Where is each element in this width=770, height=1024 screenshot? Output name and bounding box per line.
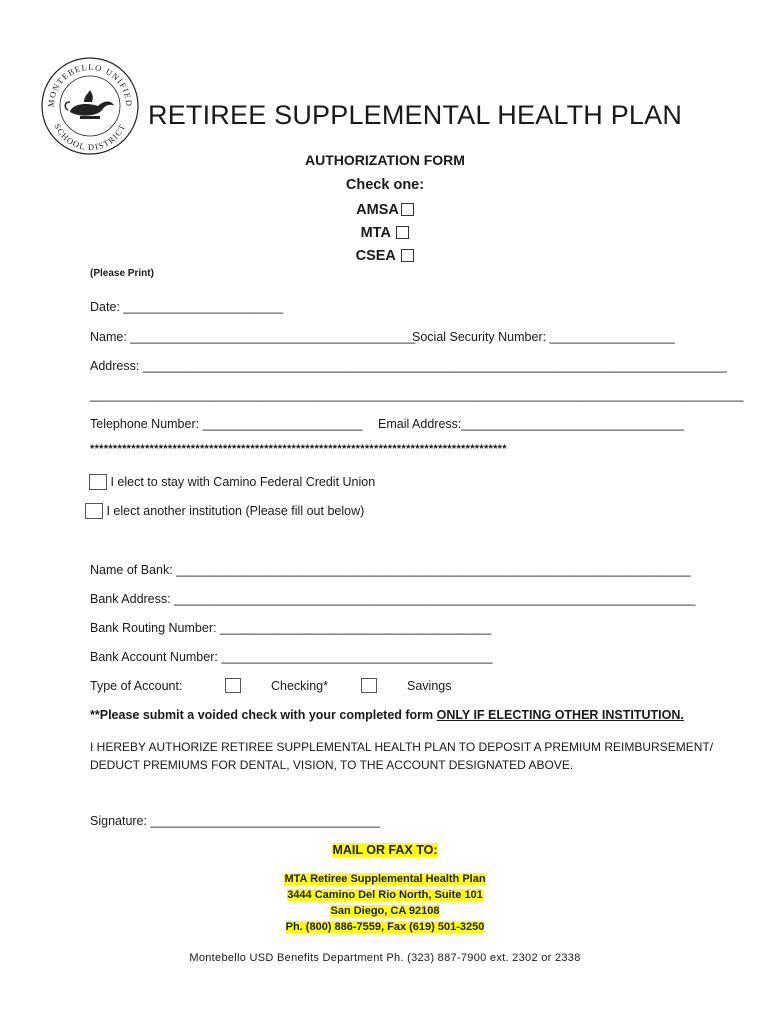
footer-contact: Montebello USD Benefits Department Ph. (323) 887-7900 ext. 2302 or 2338 <box>189 952 581 964</box>
bank-name-field[interactable]: Name of Bank: __________________________________________________________________________ <box>90 563 691 577</box>
mail-line-phone: Ph. (800) 886-7559, Fax (619) 501-3250 <box>285 921 485 933</box>
mail-line-city: San Diego, CA 92108 <box>330 905 440 917</box>
option-stay-label: I elect to stay with Camino Federal Credit Union <box>110 475 376 489</box>
option-other-institution[interactable] <box>85 503 364 519</box>
check-one-label: Check one: <box>345 177 425 193</box>
union-option-csea[interactable] <box>0 248 770 264</box>
form-title: AUTHORIZATION FORM <box>305 152 465 168</box>
ssn-field[interactable]: Social Security Number: __________________ <box>412 330 675 344</box>
savings-checkbox[interactable] <box>361 678 377 693</box>
account-type-label: Type of Account: <box>90 679 183 693</box>
union-label-csea: CSEA <box>355 248 396 264</box>
mail-line-street: 3444 Camino Del Rio North, Suite 101 <box>287 889 483 901</box>
mailing-address-block <box>0 871 770 935</box>
please-print-note: (Please Print) <box>90 268 154 279</box>
bank-account-field[interactable]: Bank Account Number: _______________________________________ <box>90 650 493 664</box>
option-stay-camino[interactable] <box>89 474 375 490</box>
signature-field[interactable]: Signature: _________________________________ <box>90 814 380 828</box>
mail-or-fax-heading <box>0 843 770 857</box>
authorization-statement: I HEREBY AUTHORIZE RETIREE SUPPLEMENTAL HEALTH PLAN TO DEPOSIT A PREMIUM REIMBURSEMENT/ DEDUCT PREMIUMS FOR DENTAL, VISION, TO THE ACCOUNT DESIGNATED ABOVE. <box>90 740 714 772</box>
mta-checkbox[interactable] <box>396 226 409 239</box>
voided-check-note-emphasis: ONLY IF ELECTING OTHER INSTITUTION. <box>436 708 684 722</box>
csea-checkbox[interactable] <box>401 249 414 262</box>
separator-stars: ******************************************************************************************* <box>90 443 507 455</box>
checking-label: Checking* <box>271 679 328 693</box>
telephone-field[interactable]: Telephone Number: _______________________ <box>90 417 363 431</box>
amsa-checkbox[interactable] <box>401 203 414 216</box>
union-label-amsa: AMSA <box>356 202 399 218</box>
union-label-mta: MTA <box>360 225 391 241</box>
date-field[interactable]: Date: _______________________ <box>90 300 284 314</box>
seal-bottom-text: SCHOOL DISTRICT <box>52 121 128 153</box>
seal-top-text: MONTEBELLO UNIFIED <box>45 61 135 108</box>
lamp-of-learning-icon <box>65 90 114 119</box>
union-option-amsa[interactable] <box>0 202 770 218</box>
name-field[interactable]: Name: _________________________________________ <box>90 330 416 344</box>
bank-routing-field[interactable]: Bank Routing Number: _______________________________________ <box>90 621 492 635</box>
option-other-label: I elect another institution (Please fill out below) <box>106 504 365 518</box>
voided-check-note <box>90 708 684 722</box>
mail-or-fax-text: MAIL OR FAX TO: <box>332 843 438 857</box>
address-field-line-2[interactable]: ______________________________________________________________________________________________ <box>90 388 744 402</box>
mail-line-org: MTA Retiree Supplemental Health Plan <box>284 873 486 885</box>
stay-camino-checkbox[interactable] <box>89 474 107 490</box>
email-field[interactable]: Email Address:________________________________ <box>378 417 684 431</box>
union-option-mta[interactable] <box>0 225 770 241</box>
bank-address-field[interactable]: Bank Address: ___________________________________________________________________________ <box>90 592 696 606</box>
voided-check-note-text: **Please submit a voided check with your completed form <box>90 708 437 722</box>
other-institution-checkbox[interactable] <box>85 503 103 519</box>
page-title: RETIREE SUPPLEMENTAL HEALTH PLAN <box>148 100 683 130</box>
district-seal <box>40 56 140 156</box>
checking-checkbox[interactable] <box>225 678 241 693</box>
address-field[interactable]: Address: ____________________________________________________________________________________ <box>90 359 727 373</box>
savings-label: Savings <box>407 679 452 693</box>
